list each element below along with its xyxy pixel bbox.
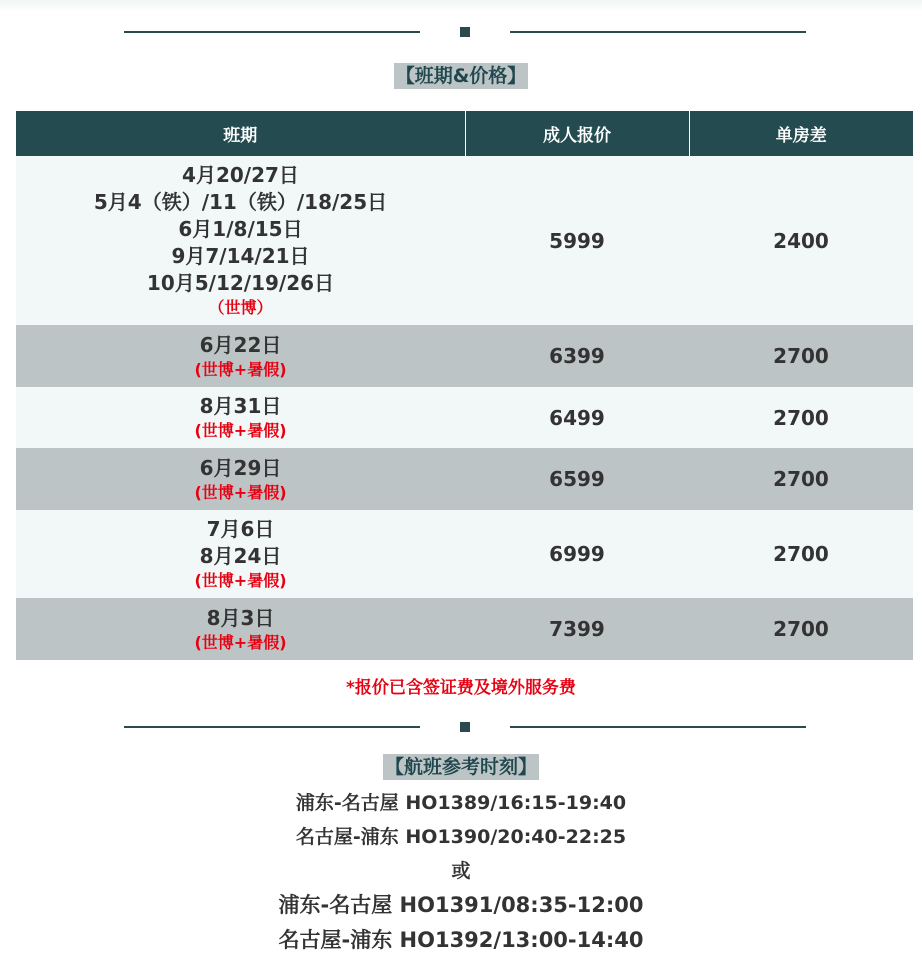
single-supplement-cell: 2700 (689, 598, 913, 660)
flight-line: 名古屋-浦东 HO1390/20:40-22:25 (295, 826, 627, 848)
date-line: 6月22日 (199, 332, 282, 357)
header-schedule: 班期 (16, 111, 465, 156)
flights-section-title (0, 754, 922, 780)
table-row (16, 387, 913, 448)
date-note: (世博+暑假) (194, 482, 287, 502)
date-line: 8月31日 (199, 394, 282, 418)
single-supplement-cell: 2700 (689, 448, 913, 510)
date-line: 6月1/8/15日 (178, 217, 303, 241)
schedule-cell (16, 510, 465, 598)
date-note: (世博+暑假) (194, 571, 287, 590)
divider-square (460, 27, 470, 37)
header-adult-price: 成人报价 (465, 111, 689, 156)
header-single-supplement: 单房差 (689, 111, 913, 156)
schedule-section-title (0, 63, 922, 89)
divider-line-left (124, 726, 420, 728)
date-note: (世博+暑假) (194, 359, 287, 379)
date-line: 7月6日 (206, 517, 275, 541)
adult-price-cell: 7399 (465, 598, 689, 660)
price-table (16, 111, 913, 660)
adult-price-cell: 6599 (465, 448, 689, 510)
table-row (16, 156, 913, 325)
flight-line: 浦东-名古屋 HO1389/16:15-19:40 (295, 792, 627, 814)
single-supplement-cell: 2700 (689, 325, 913, 387)
date-note: (世博+暑假) (194, 421, 287, 440)
single-supplement-cell: 2400 (689, 156, 913, 325)
schedule-cell (16, 448, 465, 510)
divider-top (124, 27, 806, 37)
divider-middle (124, 722, 806, 732)
adult-price-cell: 6399 (465, 325, 689, 387)
date-line: 10月5/12/19/26日 (146, 271, 335, 295)
divider-line-right (510, 31, 806, 33)
adult-price-cell: 5999 (465, 156, 689, 325)
flight-line: 浦东-名古屋 HO1391/08:35-12:00 (278, 893, 644, 917)
table-header-row (16, 111, 913, 156)
table-row (16, 325, 913, 387)
date-line: 8月24日 (199, 544, 282, 568)
flight-line: 名古屋-浦东 HO1392/13:00-14:40 (278, 928, 644, 952)
adult-price-cell: 6499 (465, 387, 689, 448)
date-line: 5月4（铁）/11（铁）/18/25日 (93, 190, 388, 214)
single-supplement-cell: 2700 (689, 510, 913, 598)
divider-square (460, 722, 470, 732)
schedule-title-text: 【班期&价格】 (395, 65, 527, 87)
schedule-cell (16, 598, 465, 660)
date-line: 6月29日 (199, 455, 282, 480)
price-footnote: *报价已含签证费及境外服务费 (346, 678, 576, 698)
schedule-cell (16, 156, 465, 325)
flights-title-text: 【航班参考时刻】 (384, 756, 537, 778)
schedule-cell (16, 325, 465, 387)
top-decoration (0, 0, 922, 12)
single-supplement-cell: 2700 (689, 387, 913, 448)
adult-price-cell: 6999 (465, 510, 689, 598)
schedule-cell (16, 387, 465, 448)
date-note: （世博） (208, 298, 273, 317)
divider-line-left (124, 31, 420, 33)
date-line: 4月20/27日 (182, 163, 299, 187)
date-line: 9月7/14/21日 (171, 244, 310, 268)
date-note: (世博+暑假) (194, 632, 287, 652)
divider-line-right (510, 726, 806, 728)
table-row (16, 598, 913, 660)
flight-separator-or: 或 (451, 860, 471, 882)
table-row (16, 510, 913, 598)
date-line: 8月3日 (206, 605, 275, 630)
table-row (16, 448, 913, 510)
